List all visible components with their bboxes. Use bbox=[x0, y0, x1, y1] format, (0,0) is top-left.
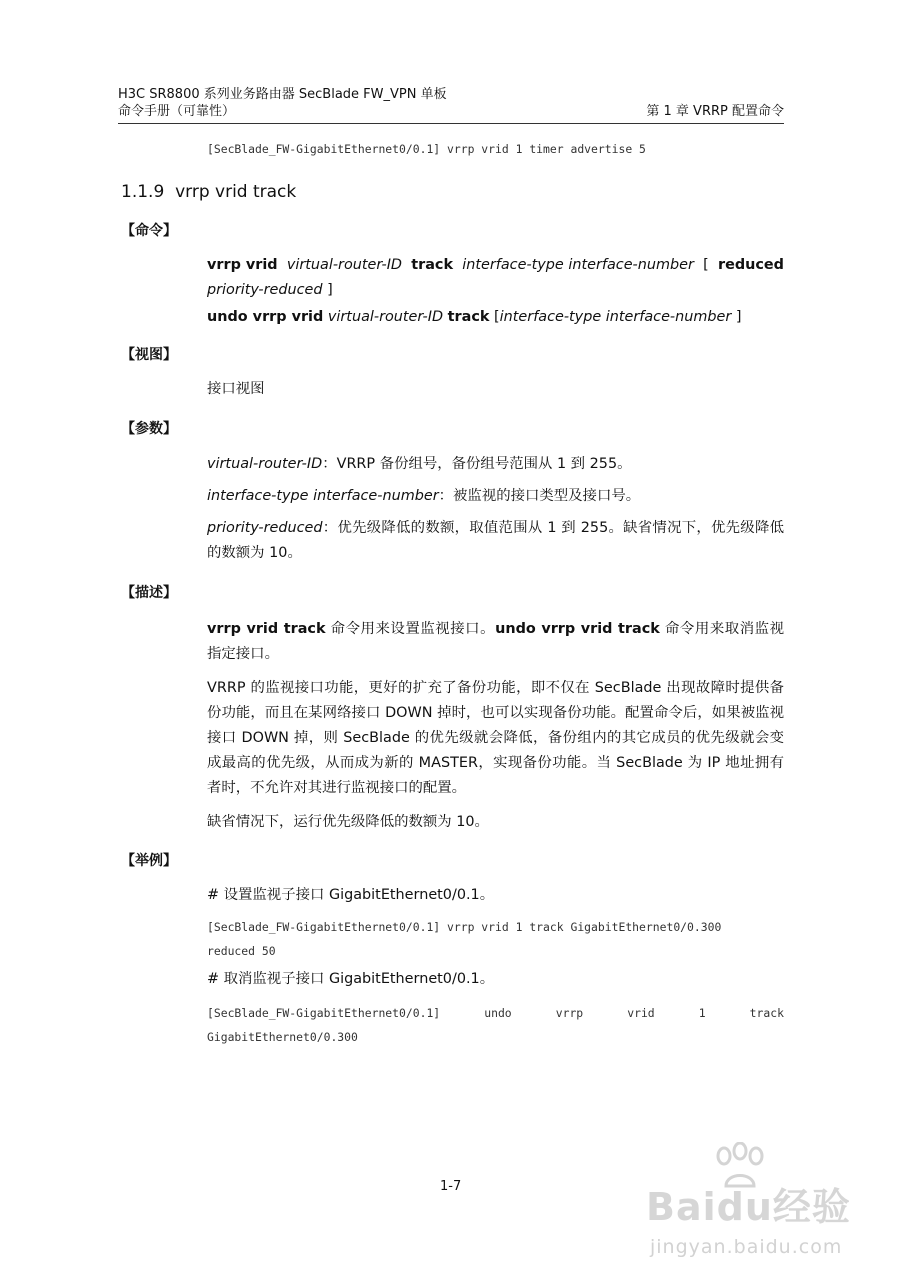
desc-cmd-undo-track: undo vrrp vrid track bbox=[495, 621, 660, 637]
cmd2-keyword-track: track bbox=[447, 309, 490, 325]
example-code-2-line-2: GigabitEthernet0/0.300 bbox=[207, 1030, 358, 1044]
description-paragraph-3: 缺省情况下，运行优先级降低的数额为 10。 bbox=[207, 814, 489, 830]
code-token: vrrp bbox=[555, 1006, 584, 1020]
section-number: 1.1.9 bbox=[121, 182, 165, 202]
code-token: [SecBlade_FW-GigabitEthernet0/0.1] bbox=[207, 1006, 441, 1020]
code-token: undo bbox=[484, 1006, 512, 1020]
desc-text-2: 命令用来取消监视指定接口。 bbox=[207, 621, 784, 662]
desc-text-1: 命令用来设置监视接口。 bbox=[325, 621, 496, 637]
cmd2-arg-vrid: virtual-router-ID bbox=[327, 309, 444, 325]
cmd2-bracket-close: ] bbox=[735, 309, 742, 325]
view-label: 【视图】 bbox=[121, 347, 177, 363]
cmd2-keyword: undo vrrp vrid bbox=[207, 309, 324, 325]
param-desc: ：优先级降低的数额，取值范围从 1 到 255。缺省情况下，优先级降低的数额为 10。 bbox=[207, 520, 784, 561]
code-token: vrid bbox=[627, 1006, 655, 1020]
header-rule bbox=[118, 123, 784, 124]
example-code-1-line-2: reduced 50 bbox=[207, 944, 276, 958]
watermark-brand: Baidu经验 bbox=[646, 1185, 851, 1229]
param-item bbox=[207, 452, 784, 477]
desc-cmd-track: vrrp vrid track bbox=[207, 621, 326, 637]
example-comment-2: # 取消监视子接口 GigabitEthernet0/0.1。 bbox=[207, 971, 495, 987]
cmd1-arg-priority: priority-reduced bbox=[207, 282, 323, 298]
example-code-2-line-1 bbox=[207, 1006, 784, 1020]
cmd1-arg-vrid: virtual-router-ID bbox=[286, 257, 403, 273]
example-label: 【举例】 bbox=[121, 853, 177, 869]
description-paragraph-2: VRRP 的监视接口功能，更好的扩充了备份功能，即不仅在 SecBlade 出现故障时提供备份功能，而且在某网络接口 DOWN 掉时，也可以实现备份功能。配置命令后，如果被监视接口 DOWN 掉，则 SecBlade 的优先级就会降低，备份组内的其它成员的优先级就会变成最高的优先级，从而成为新的 MASTER，实现备份功能。当 SecBlade 为 IP 地址拥有者时，不允许对其进行监视接口的配置。 bbox=[207, 680, 784, 796]
command-syntax-1 bbox=[207, 253, 784, 303]
code-token: 1 bbox=[698, 1006, 706, 1020]
command-label: 【命令】 bbox=[121, 223, 177, 239]
param-desc: ：被监视的接口类型及接口号。 bbox=[438, 488, 641, 504]
cmd2-bracket-open: [ bbox=[494, 309, 500, 325]
example-comment-1: # 设置监视子接口 GigabitEthernet0/0.1。 bbox=[207, 887, 495, 903]
header-subtitle: 命令手册（可靠性） bbox=[118, 104, 236, 119]
description-label: 【描述】 bbox=[121, 585, 177, 601]
cmd1-arg-interface: interface-type interface-number bbox=[462, 257, 694, 273]
cmd1-keyword-reduced: reduced bbox=[717, 257, 784, 273]
header-chapter: 第 1 章 VRRP 配置命令 bbox=[646, 104, 784, 119]
param-name: interface-type interface-number bbox=[207, 488, 439, 504]
param-name: virtual-router-ID bbox=[207, 456, 323, 472]
description-paragraph-1 bbox=[207, 617, 784, 667]
header-title: H3C SR8800 系列业务路由器 SecBlade FW_VPN 单板 bbox=[118, 87, 447, 102]
example-code-1-line-1: [SecBlade_FW-GigabitEthernet0/0.1] vrrp vrid 1 track GigabitEthernet0/0.300 bbox=[207, 920, 722, 934]
cmd1-keyword: vrrp vrid bbox=[207, 257, 278, 273]
cmd1-keyword-track: track bbox=[411, 257, 454, 273]
cmd1-bracket-close: ] bbox=[327, 282, 333, 298]
cmd1-bracket-open: [ bbox=[703, 257, 709, 273]
params-label: 【参数】 bbox=[121, 421, 177, 437]
section-heading bbox=[121, 182, 296, 202]
param-item bbox=[207, 516, 784, 566]
param-desc: ：VRRP 备份组号，备份组号范围从 1 到 255。 bbox=[322, 456, 632, 472]
view-text: 接口视图 bbox=[207, 381, 265, 397]
code-token: track bbox=[749, 1006, 784, 1020]
param-name: priority-reduced bbox=[207, 520, 323, 536]
top-code-line: [SecBlade_FW-GigabitEthernet0/0.1] vrrp vrid 1 timer advertise 5 bbox=[207, 142, 646, 156]
baidu-watermark bbox=[640, 1142, 890, 1267]
watermark-url: jingyan.baidu.com bbox=[650, 1236, 843, 1258]
page-number: 1-7 bbox=[440, 1179, 462, 1194]
command-syntax-2 bbox=[207, 305, 784, 330]
cmd2-arg-interface: interface-type interface-number bbox=[499, 309, 732, 325]
param-item bbox=[207, 484, 784, 509]
section-title: vrrp vrid track bbox=[175, 182, 297, 202]
